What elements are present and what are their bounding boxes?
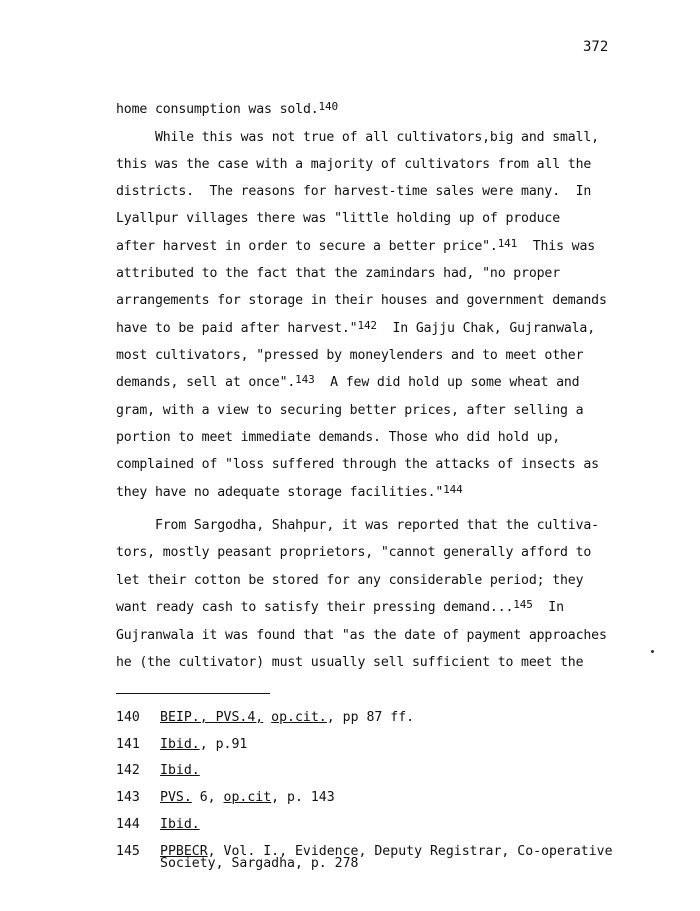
- footnote-detail: op.cit., pp 87 ff.: [271, 710, 415, 725]
- body-line: [116, 348, 583, 363]
- footnote: [116, 710, 414, 725]
- body-line-text: most cultivators, "pressed by moneylenders and to meet other: [116, 348, 584, 363]
- body-line: [116, 157, 591, 172]
- body-line-text: arrangements for storage in their houses and government demands: [116, 293, 607, 308]
- body-line: [116, 545, 591, 560]
- body-line: [116, 130, 599, 145]
- body-line-text: Lyallpur villages there was "little holding up of produce: [116, 211, 561, 226]
- body-line: [116, 430, 560, 445]
- body-line: [116, 518, 599, 533]
- footnote-divider: [116, 693, 270, 694]
- footnote-number: 143: [116, 790, 140, 805]
- body-line: [116, 102, 338, 117]
- scan-speck: [651, 650, 654, 653]
- body-line-text: he (the cultivator) must usually sell sufficient to meet the: [116, 655, 584, 670]
- body-line-text: they have no adequate storage facilities.": [116, 485, 444, 500]
- body-line-text: home consumption was sold.: [116, 102, 319, 117]
- body-line-continuation: A few did hold up some wheat and: [314, 375, 580, 390]
- body-line-text: tors, mostly peasant proprietors, "cannot generally afford to: [116, 545, 592, 560]
- footnote-marker: 144: [443, 483, 463, 496]
- body-line-text: demands, sell at once".: [116, 375, 296, 390]
- footnote-detail: , Vol. I., Evidence, Deputy Registrar, Co-operative: [207, 844, 613, 859]
- body-line: [116, 184, 591, 199]
- footnote-number: 142: [116, 763, 140, 778]
- footnote-marker: 141: [497, 237, 518, 250]
- footnote-marker: 140: [318, 100, 338, 113]
- body-line: [116, 293, 607, 308]
- footnote: [116, 817, 200, 832]
- page-number: 372: [583, 39, 609, 55]
- footnote-source: Ibid.: [160, 763, 200, 778]
- body-line-text: want ready cash to satisfy their pressing demand...: [116, 600, 514, 615]
- footnote-source: PPBECR: [160, 844, 208, 859]
- footnote-detail: , p.91: [199, 737, 248, 752]
- body-line-text: this was the case with a majority of cultivators from all the: [116, 157, 592, 172]
- footnote-number: 140: [116, 710, 140, 725]
- body-line: [116, 321, 595, 336]
- body-line-text: gram, with a view to securing better prices, after selling a: [116, 403, 584, 418]
- footnote-continuation: Society, Sargadha, p. 278: [160, 856, 359, 871]
- body-line-text: portion to meet immediate demands. Those who did hold up,: [116, 430, 561, 445]
- footnote-source: BEIP., PVS.4,: [160, 710, 264, 725]
- footnote-number: 144: [116, 817, 140, 832]
- footnote-detail: 6, op.cit, p. 143: [191, 790, 335, 805]
- body-line-text: districts. The reasons for harvest-time sales were many. In: [116, 184, 592, 199]
- body-line: [116, 573, 583, 588]
- body-line-text: attributed to the fact that the zamindars had, "no proper: [116, 266, 561, 281]
- body-line: [116, 628, 607, 643]
- footnote: [116, 844, 613, 871]
- body-line: [116, 655, 583, 670]
- body-line: [116, 266, 560, 281]
- footnote-number: 141: [116, 737, 140, 752]
- footnote-number: 145: [116, 844, 140, 859]
- body-line-continuation: In: [532, 600, 564, 615]
- body-line-text: let their cotton be stored for any considerable period; they: [116, 573, 584, 588]
- footnote-marker: 143: [295, 373, 315, 386]
- footnote-marker: 145: [513, 598, 533, 611]
- body-line-text: complained of "loss suffered through the attacks of insects as: [116, 457, 599, 472]
- footnote: [116, 737, 247, 752]
- body-line: [116, 485, 463, 500]
- footnote: [116, 763, 200, 778]
- footnote-source: PVS.: [160, 790, 192, 805]
- body-line-text: While this was not true of all cultivators,big and small,: [116, 130, 599, 145]
- body-line-continuation: In Gajju Chak, Gujranwala,: [376, 321, 596, 336]
- footnote-source: Ibid.: [160, 817, 200, 832]
- footnote-source: Ibid.: [160, 737, 200, 752]
- body-line-continuation: This was: [517, 239, 596, 254]
- body-line: [116, 211, 560, 226]
- body-line-text: From Sargodha, Shahpur, it was reported that the cultiva-: [116, 518, 599, 533]
- footnote-marker: 142: [357, 319, 377, 332]
- body-line-text: after harvest in order to secure a better price".: [116, 239, 498, 254]
- body-line: [116, 403, 583, 418]
- body-line-text: have to be paid after harvest.": [116, 321, 358, 336]
- body-line: [116, 600, 564, 615]
- body-line: [116, 375, 579, 390]
- body-line: [116, 239, 595, 254]
- body-line-text: Gujranwala it was found that "as the date of payment approaches: [116, 628, 607, 643]
- footnote: [116, 790, 335, 805]
- body-line: [116, 457, 599, 472]
